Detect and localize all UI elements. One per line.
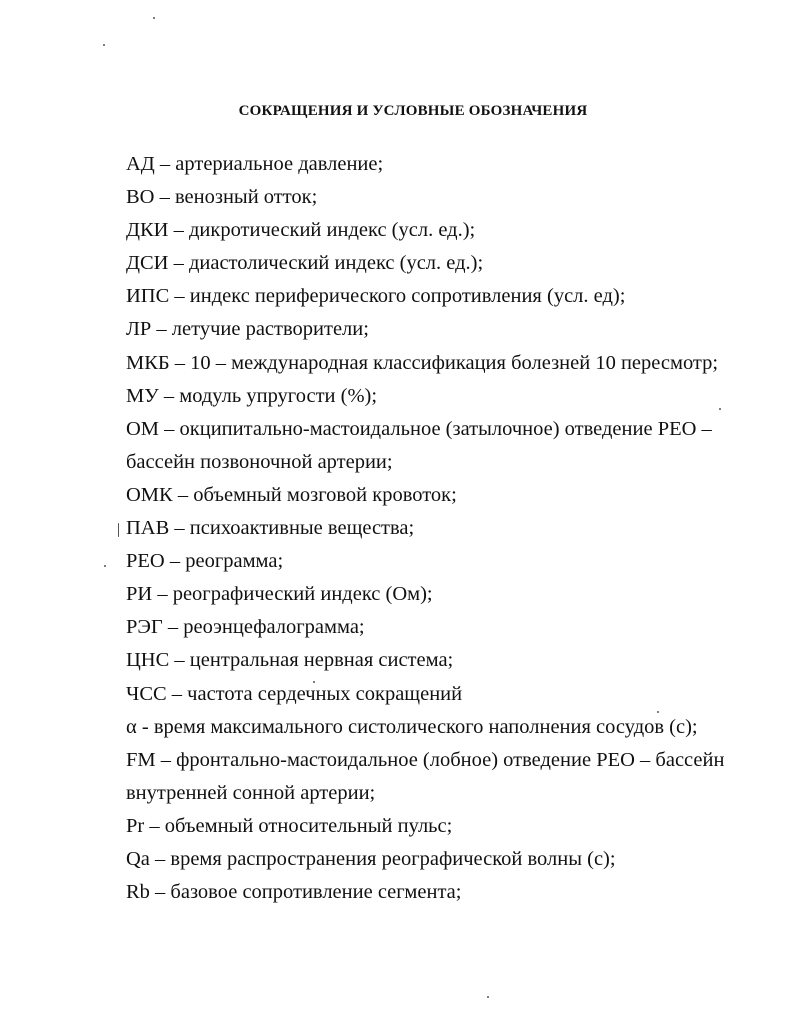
page-title: СОКРАЩЕНИЯ И УСЛОВНЫЕ ОБОЗНАЧЕНИЯ: [238, 103, 588, 119]
scan-speck: [313, 681, 315, 683]
list-item: МУ – модуль упругости (%);: [126, 384, 378, 407]
scan-speck: [487, 996, 489, 998]
list-item: ДКИ – дикротический индекс (усл. ед.);: [126, 219, 476, 242]
list-item: ИПС – индекс периферического сопротивления (усл. ед);: [126, 285, 626, 308]
list-item: РЕО – реограмма;: [126, 550, 284, 573]
scan-speck: [719, 408, 721, 410]
list-item: ЦНС – центральная нервная система;: [126, 649, 454, 672]
scan-speck: [118, 523, 119, 537]
list-item: ВО – венозный отток;: [126, 186, 318, 209]
list-item: МКБ – 10 – международная классификация болезней 10 пересмотр;: [126, 351, 719, 374]
abbreviation-list: [126, 148, 736, 909]
list-item: РИ – реографический индекс (Ом);: [126, 583, 433, 606]
list-item: ЛР – летучие растворители;: [126, 318, 369, 341]
scan-speck: [657, 711, 659, 713]
list-item: ПАВ – психоактивные вещества;: [126, 517, 415, 540]
list-item: РЭГ – реоэнцефалограмма;: [126, 616, 365, 639]
list-item: АД – артериальное давление;: [126, 153, 384, 175]
scan-speck: [103, 44, 105, 46]
scan-speck: [153, 17, 155, 19]
list-item-continuation: бассейн позвоночной артерии;: [126, 450, 393, 473]
list-item: Rb – базовое сопротивление сегмента;: [126, 881, 462, 904]
list-item: ОМ – окципитально-мастоидальное (затылочное) отведение РЕО –: [126, 417, 712, 440]
list-item-continuation: внутренней сонной артерии;: [126, 781, 376, 804]
list-item: ОМК – объемный мозговой кровоток;: [126, 483, 457, 506]
list-item: Qa – время распространения реографической волны (с);: [126, 847, 616, 870]
list-item: α - время максимального систолического наполнения сосудов (с);: [126, 715, 698, 738]
scan-speck: [104, 565, 106, 567]
list-item: Pr – объемный относительный пульс;: [126, 814, 453, 837]
list-item: ЧСС – частота сердечных сокращений: [126, 682, 463, 705]
list-item: FM – фронтально-мастоидальное (лобное) отведение РЕО – бассейн: [126, 748, 725, 771]
list-item: ДСИ – диастолический индекс (усл. ед.);: [126, 252, 484, 275]
